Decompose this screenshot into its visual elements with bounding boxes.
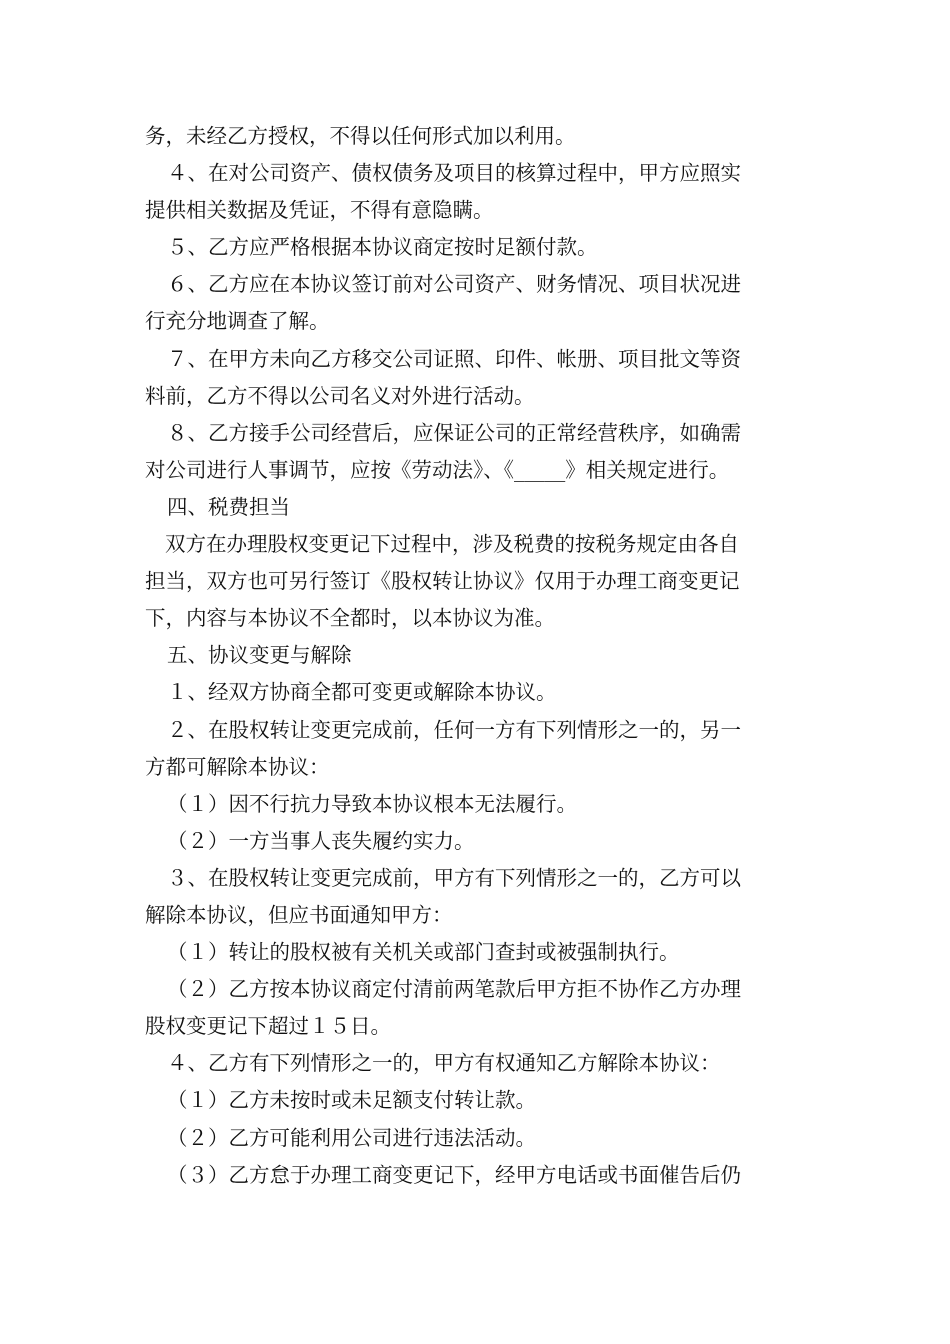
text-line: 方都可解除本协议： bbox=[145, 754, 330, 779]
list-item: ７、在甲方未向乙方移交公司证照、印件、帐册、项目批文等资 bbox=[167, 346, 741, 371]
text-line: 提供相关数据及凭证，不得有意隐瞒。 bbox=[145, 198, 494, 223]
list-item: １、经双方协商全都可变更或解除本协议。 bbox=[167, 680, 557, 705]
sub-item: （２）乙方按本协议商定付清前两笔款后甲方拒不协作乙方办理 bbox=[167, 977, 741, 1002]
list-item: ４、在对公司资产、债权债务及项目的核算过程中，甲方应照实 bbox=[167, 161, 741, 186]
sub-item: （１）因不行抗力导致本协议根本无法履行。 bbox=[167, 791, 577, 816]
text-line: 行充分地调查了解。 bbox=[145, 309, 330, 334]
text-line: 解除本协议，但应书面通知甲方： bbox=[145, 902, 453, 927]
section-heading: 五、协议变更与解除 bbox=[167, 643, 352, 668]
paragraph-line: 双方在办理股权变更记下过程中，涉及税费的按税务规定由各自 bbox=[165, 532, 739, 557]
list-item: ８、乙方接手公司经营后，应保证公司的正常经营秩序，如确需 bbox=[167, 420, 741, 445]
list-item: ３、在股权转让变更完成前，甲方有下列情形之一的，乙方可以 bbox=[167, 865, 741, 890]
sub-item: （１）乙方未按时或未足额支付转让款。 bbox=[167, 1088, 536, 1113]
list-item: ４、乙方有下列情形之一的，甲方有权通知乙方解除本协议： bbox=[167, 1051, 721, 1076]
list-item: ２、在股权转让变更完成前，任何一方有下列情形之一的，另一 bbox=[167, 717, 741, 742]
list-item: ６、乙方应在本协议签订前对公司资产、财务情况、项目状况进 bbox=[167, 272, 741, 297]
sub-item: （２）乙方可能利用公司进行违法活动。 bbox=[167, 1125, 536, 1150]
text-line: 担当，双方也可另行签订《股权转让协议》仅用于办理工商变更记 bbox=[145, 569, 740, 594]
sub-item: （２）一方当事人丧失履约实力。 bbox=[167, 828, 475, 853]
text-line: 下，内容与本协议不全都时，以本协议为准。 bbox=[145, 606, 555, 631]
text-line: 料前，乙方不得以公司名义对外进行活动。 bbox=[145, 383, 535, 408]
sub-item: （１）转让的股权被有关机关或部门查封或被强制执行。 bbox=[167, 940, 680, 965]
list-item: ５、乙方应严格根据本协议商定按时足额付款。 bbox=[167, 235, 598, 260]
section-heading: 四、税费担当 bbox=[167, 494, 290, 519]
sub-item: （３）乙方怠于办理工商变更记下，经甲方电话或书面催告后仍 bbox=[167, 1162, 741, 1187]
text-line: 股权变更记下超过１５日。 bbox=[145, 1014, 391, 1039]
document-body bbox=[145, 118, 810, 1194]
text-line: 务，未经乙方授权，不得以任何形式加以利用。 bbox=[145, 124, 576, 148]
text-line: 对公司进行人事调节，应按《劳动法》、《_____》相关规定进行。 bbox=[145, 457, 730, 482]
